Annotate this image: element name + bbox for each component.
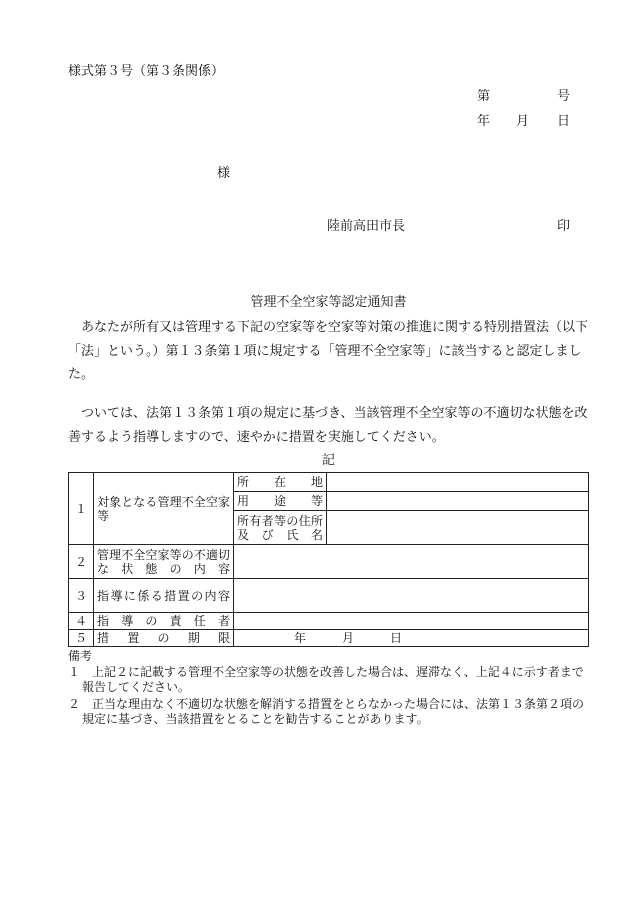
row5-label: 措置の期限 [94,630,234,647]
date-month: 月 [516,114,530,129]
number-suffix: 号 [557,89,571,104]
date-year: 年 [477,114,491,129]
row2-label: 管理不全空家等の不適切な状態の内容 [94,545,234,579]
issuer-name: 陸前高田市長 [327,219,406,234]
row3-number: ３ [69,579,94,613]
table-row [69,579,589,613]
table-row [69,545,589,579]
row4-value [234,613,589,630]
form-label: 様式第３号（第３条関係） [68,64,225,79]
addressee-suffix: 様 [217,166,231,181]
body-paragraph-1: あなたが所有又は管理する下記の空家等を空家等対策の推進に関する特別措置法（以下「法」という。）第１３条第１項に規定する「管理不全空家等」に該当すると認定しました。 [68,320,589,382]
row4-number: ４ [69,613,94,630]
row4-label: 指導の責任者 [94,613,234,630]
table-row [69,473,589,492]
seal-mark: 印 [557,219,571,234]
row1-number: １ [69,473,94,545]
row2-value [234,545,589,579]
row1-sub-usage: 用途等 [234,492,327,511]
notes-heading: 備考 [68,649,93,663]
row1-value-usage [327,492,589,511]
row2-number: ２ [69,545,94,579]
row1-sub-owner: 所有者等の住所及び氏名 [234,511,327,545]
row1-label: 対象となる管理不全空家等 [94,473,234,545]
record-table [68,472,589,647]
row5-number: ５ [69,630,94,647]
note-item-1: １ 上記２に記載する管理不全空家等の状態を改善した場合は、遅滞なく、上記４に示す者まで報告してください。 [68,664,584,694]
row5-date: 年 月 日 [234,630,589,647]
row1-sub-location: 所在地 [234,473,327,492]
row1-value-owner [327,511,589,545]
note-item-2: ２ 正当な理由なく不適切な状態を解消する措置をとらなかった場合には、法第１３条第２項の規定に基づき、当該措置をとることを勧告することがあります。 [68,696,585,726]
table-row [69,613,589,630]
row3-label: 指導に係る措置の内容 [94,579,234,613]
table-row [69,630,589,647]
row1-value-location [327,473,589,492]
date-day: 日 [557,114,571,129]
number-prefix: 第 [477,89,491,104]
notes-section [68,649,590,729]
row3-value [234,579,589,613]
document-title: 管理不全空家等認定通知書 [250,295,407,310]
body-paragraph-2: ついては、法第１３条第１項の規定に基づき、当該管理不全空家等の不適切な状態を改善するよう指導しますので、速やかに措置を実施してください。 [68,406,588,445]
ki-heading: 記 [321,453,335,468]
